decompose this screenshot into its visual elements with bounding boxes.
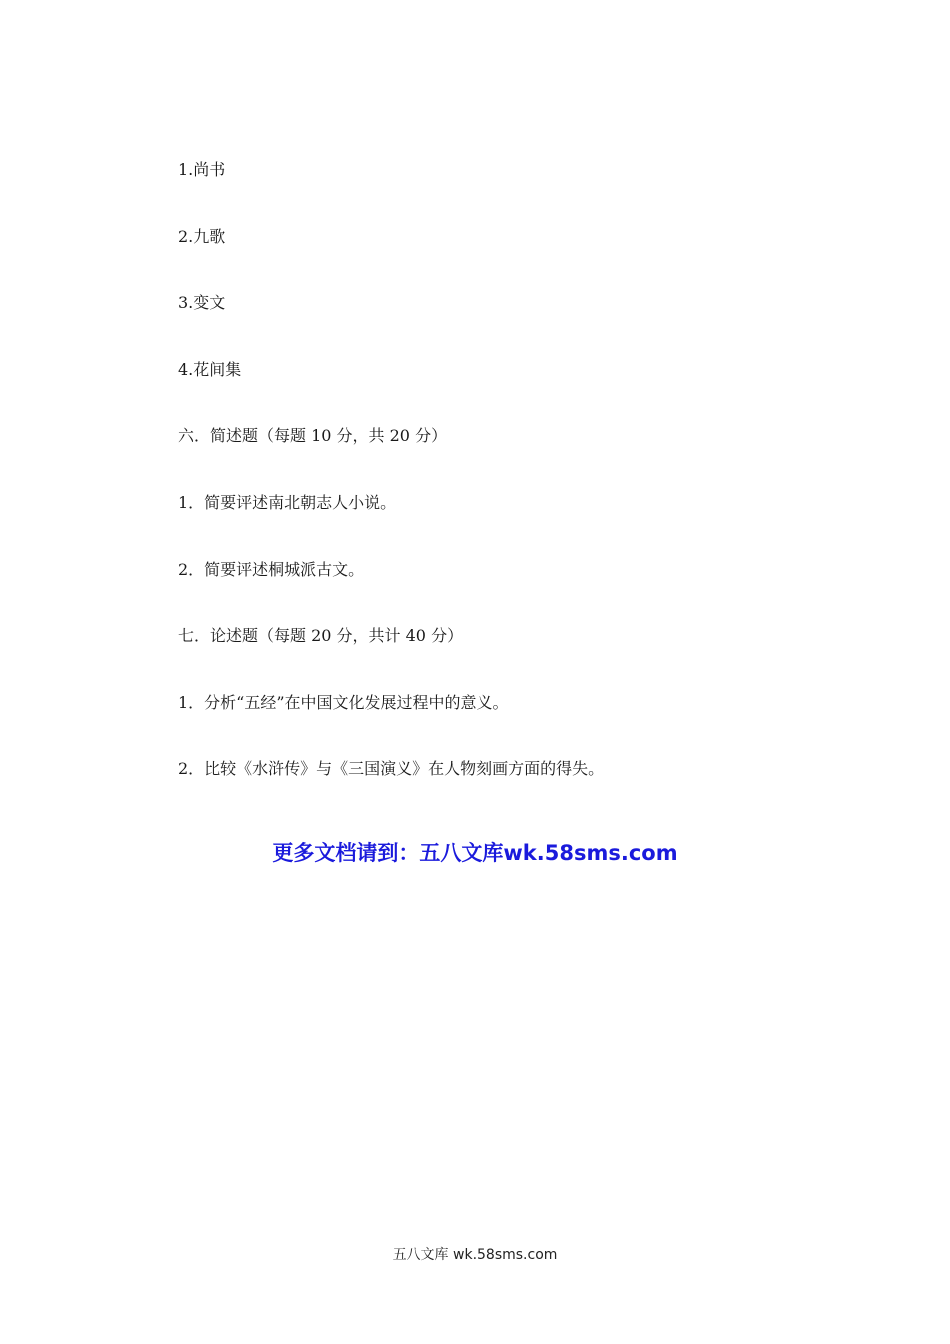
term-item-2: 2.九歌 (178, 227, 226, 246)
term-item-3: 3.变文 (178, 293, 226, 312)
term-item-1: 1.尚书 (178, 160, 226, 179)
section-heading-essay: 七．论述题（每题 20 分，共计 40 分） (178, 626, 464, 645)
section-heading-short-answer: 六．简述题（每题 10 分，共 20 分） (178, 426, 448, 445)
page-footer: 五八文库 wk.58sms.com (392, 1247, 558, 1263)
essay-question-2: 2．比较《水浒传》与《三国演义》在人物刻画方面的得失。 (178, 759, 605, 778)
short-answer-question-2: 2．简要评述桐城派古文。 (178, 560, 365, 579)
essay-question-1: 1．分析“五经”在中国文化发展过程中的意义。 (178, 693, 509, 712)
term-item-4: 4.花间集 (178, 360, 242, 379)
promo-link[interactable]: 更多文档请到：五八文库wk.58sms.com (272, 841, 678, 865)
short-answer-question-1: 1．简要评述南北朝志人小说。 (178, 493, 397, 512)
